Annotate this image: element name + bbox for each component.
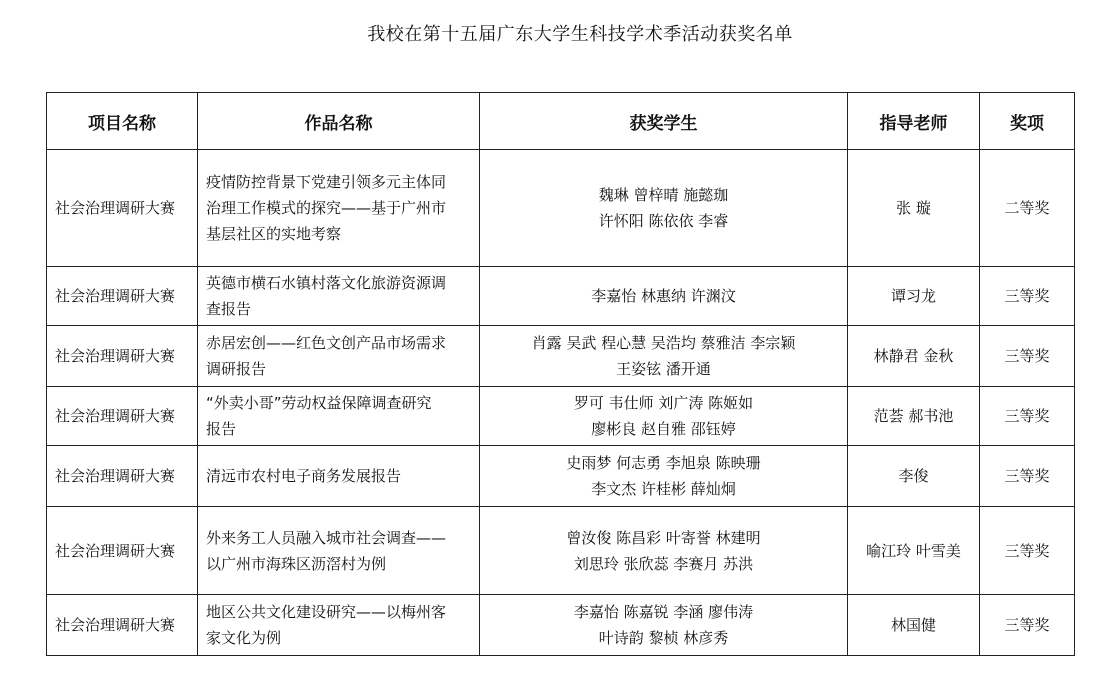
- header-students: 获奖学生: [480, 93, 848, 150]
- cell-project: 社会治理调研大赛: [47, 507, 198, 595]
- cell-project: 社会治理调研大赛: [47, 387, 198, 446]
- header-advisor: 指导老师: [848, 93, 980, 150]
- table-row: [47, 267, 1075, 326]
- students-line: 王姿铉 潘开通: [616, 360, 711, 378]
- cell-work: [198, 150, 480, 267]
- header-award: 奖项: [980, 93, 1075, 150]
- table-row: [47, 595, 1075, 656]
- cell-project: 社会治理调研大赛: [47, 150, 198, 267]
- header-work: 作品名称: [198, 93, 480, 150]
- work-line: 家文化为例: [206, 629, 282, 647]
- cell-advisor: 喻江玲 叶雪美: [848, 507, 980, 595]
- cell-advisor: 李俊: [848, 446, 980, 507]
- table-row: [47, 326, 1075, 387]
- students-line: 肖露 吴武 程心慧 吴浩均 蔡雅洁 李宗颖: [531, 334, 796, 352]
- cell-work: [198, 387, 480, 446]
- cell-award: 三等奖: [980, 446, 1075, 507]
- cell-advisor: 张 璇: [848, 150, 980, 267]
- cell-advisor: 谭习龙: [848, 267, 980, 326]
- cell-students: [480, 150, 848, 267]
- students-line: 叶诗韵 黎桢 林彦秀: [598, 629, 729, 647]
- cell-award: 二等奖: [980, 150, 1075, 267]
- cell-advisor: 林静君 金秋: [848, 326, 980, 387]
- cell-advisor: 范荟 郝书池: [848, 387, 980, 446]
- cell-award: 三等奖: [980, 507, 1075, 595]
- work-line: 赤居宏创——红色文创产品市场需求: [206, 334, 447, 352]
- table-row: [47, 150, 1075, 267]
- cell-project: 社会治理调研大赛: [47, 326, 198, 387]
- work-line: 基层社区的实地考察: [206, 225, 342, 243]
- table-row: [47, 446, 1075, 507]
- students-line: 史雨梦 何志勇 李旭泉 陈映珊: [566, 454, 761, 472]
- table-row: [47, 387, 1075, 446]
- work-line: 疫情防控背景下党建引领多元主体同: [206, 173, 447, 191]
- table-row: [47, 507, 1075, 595]
- cell-students: [480, 507, 848, 595]
- students-line: 李文杰 许桂彬 薛灿炯: [591, 480, 736, 498]
- cell-work: [198, 446, 480, 507]
- header-project: 项目名称: [47, 93, 198, 150]
- cell-work: [198, 267, 480, 326]
- students-line: 魏琳 曾梓晴 施懿珈: [598, 186, 729, 204]
- students-line: 罗可 韦仕师 刘广涛 陈姬如: [573, 394, 754, 412]
- cell-work: [198, 507, 480, 595]
- work-line: 外来务工人员融入城市社会调查——: [206, 528, 447, 547]
- work-line: 以广州市海珠区沥滘村为例: [206, 554, 387, 573]
- work-line: 英德市横石水镇村落文化旅游资源调: [206, 274, 447, 292]
- work-line: 报告: [206, 420, 237, 438]
- students-line: 廖彬良 赵自雅 邵钰婷: [591, 420, 736, 438]
- awards-table: [46, 92, 1075, 656]
- cell-project: 社会治理调研大赛: [47, 595, 198, 656]
- cell-project: 社会治理调研大赛: [47, 446, 198, 507]
- cell-students: [480, 446, 848, 507]
- work-line: 地区公共文化建设研究——以梅州客: [206, 603, 447, 621]
- cell-award: 三等奖: [980, 387, 1075, 446]
- cell-work: [198, 595, 480, 656]
- work-line: 查报告: [206, 300, 252, 318]
- work-line: 治理工作模式的探究——基于广州市: [206, 199, 447, 217]
- students-line: 许怀阳 陈依依 李睿: [598, 212, 729, 230]
- students-line: 李嘉怡 陈嘉锐 李涵 廖伟涛: [573, 603, 754, 621]
- cell-advisor: 林国健: [848, 595, 980, 656]
- table-header-row: [47, 93, 1075, 150]
- cell-work: [198, 326, 480, 387]
- students-line: 曾汝俊 陈昌彩 叶寄誉 林建明: [566, 528, 761, 547]
- cell-project: 社会治理调研大赛: [47, 267, 198, 326]
- page-title: 我校在第十五届广东大学生科技学术季活动获奖名单: [367, 24, 793, 45]
- cell-students: [480, 595, 848, 656]
- cell-students: [480, 326, 848, 387]
- work-line: “外卖小哥”劳动权益保障调查研究: [206, 394, 432, 412]
- work-line: 调研报告: [206, 360, 267, 378]
- students-line: 李嘉怡 林惠纳 许渊汶: [591, 287, 736, 305]
- cell-award: 三等奖: [980, 326, 1075, 387]
- cell-award: 三等奖: [980, 595, 1075, 656]
- cell-students: [480, 267, 848, 326]
- cell-students: [480, 387, 848, 446]
- cell-award: 三等奖: [980, 267, 1075, 326]
- work-line: 清远市农村电子商务发展报告: [206, 467, 402, 485]
- students-line: 刘思玲 张欣蕊 李赛月 苏洪: [573, 554, 754, 573]
